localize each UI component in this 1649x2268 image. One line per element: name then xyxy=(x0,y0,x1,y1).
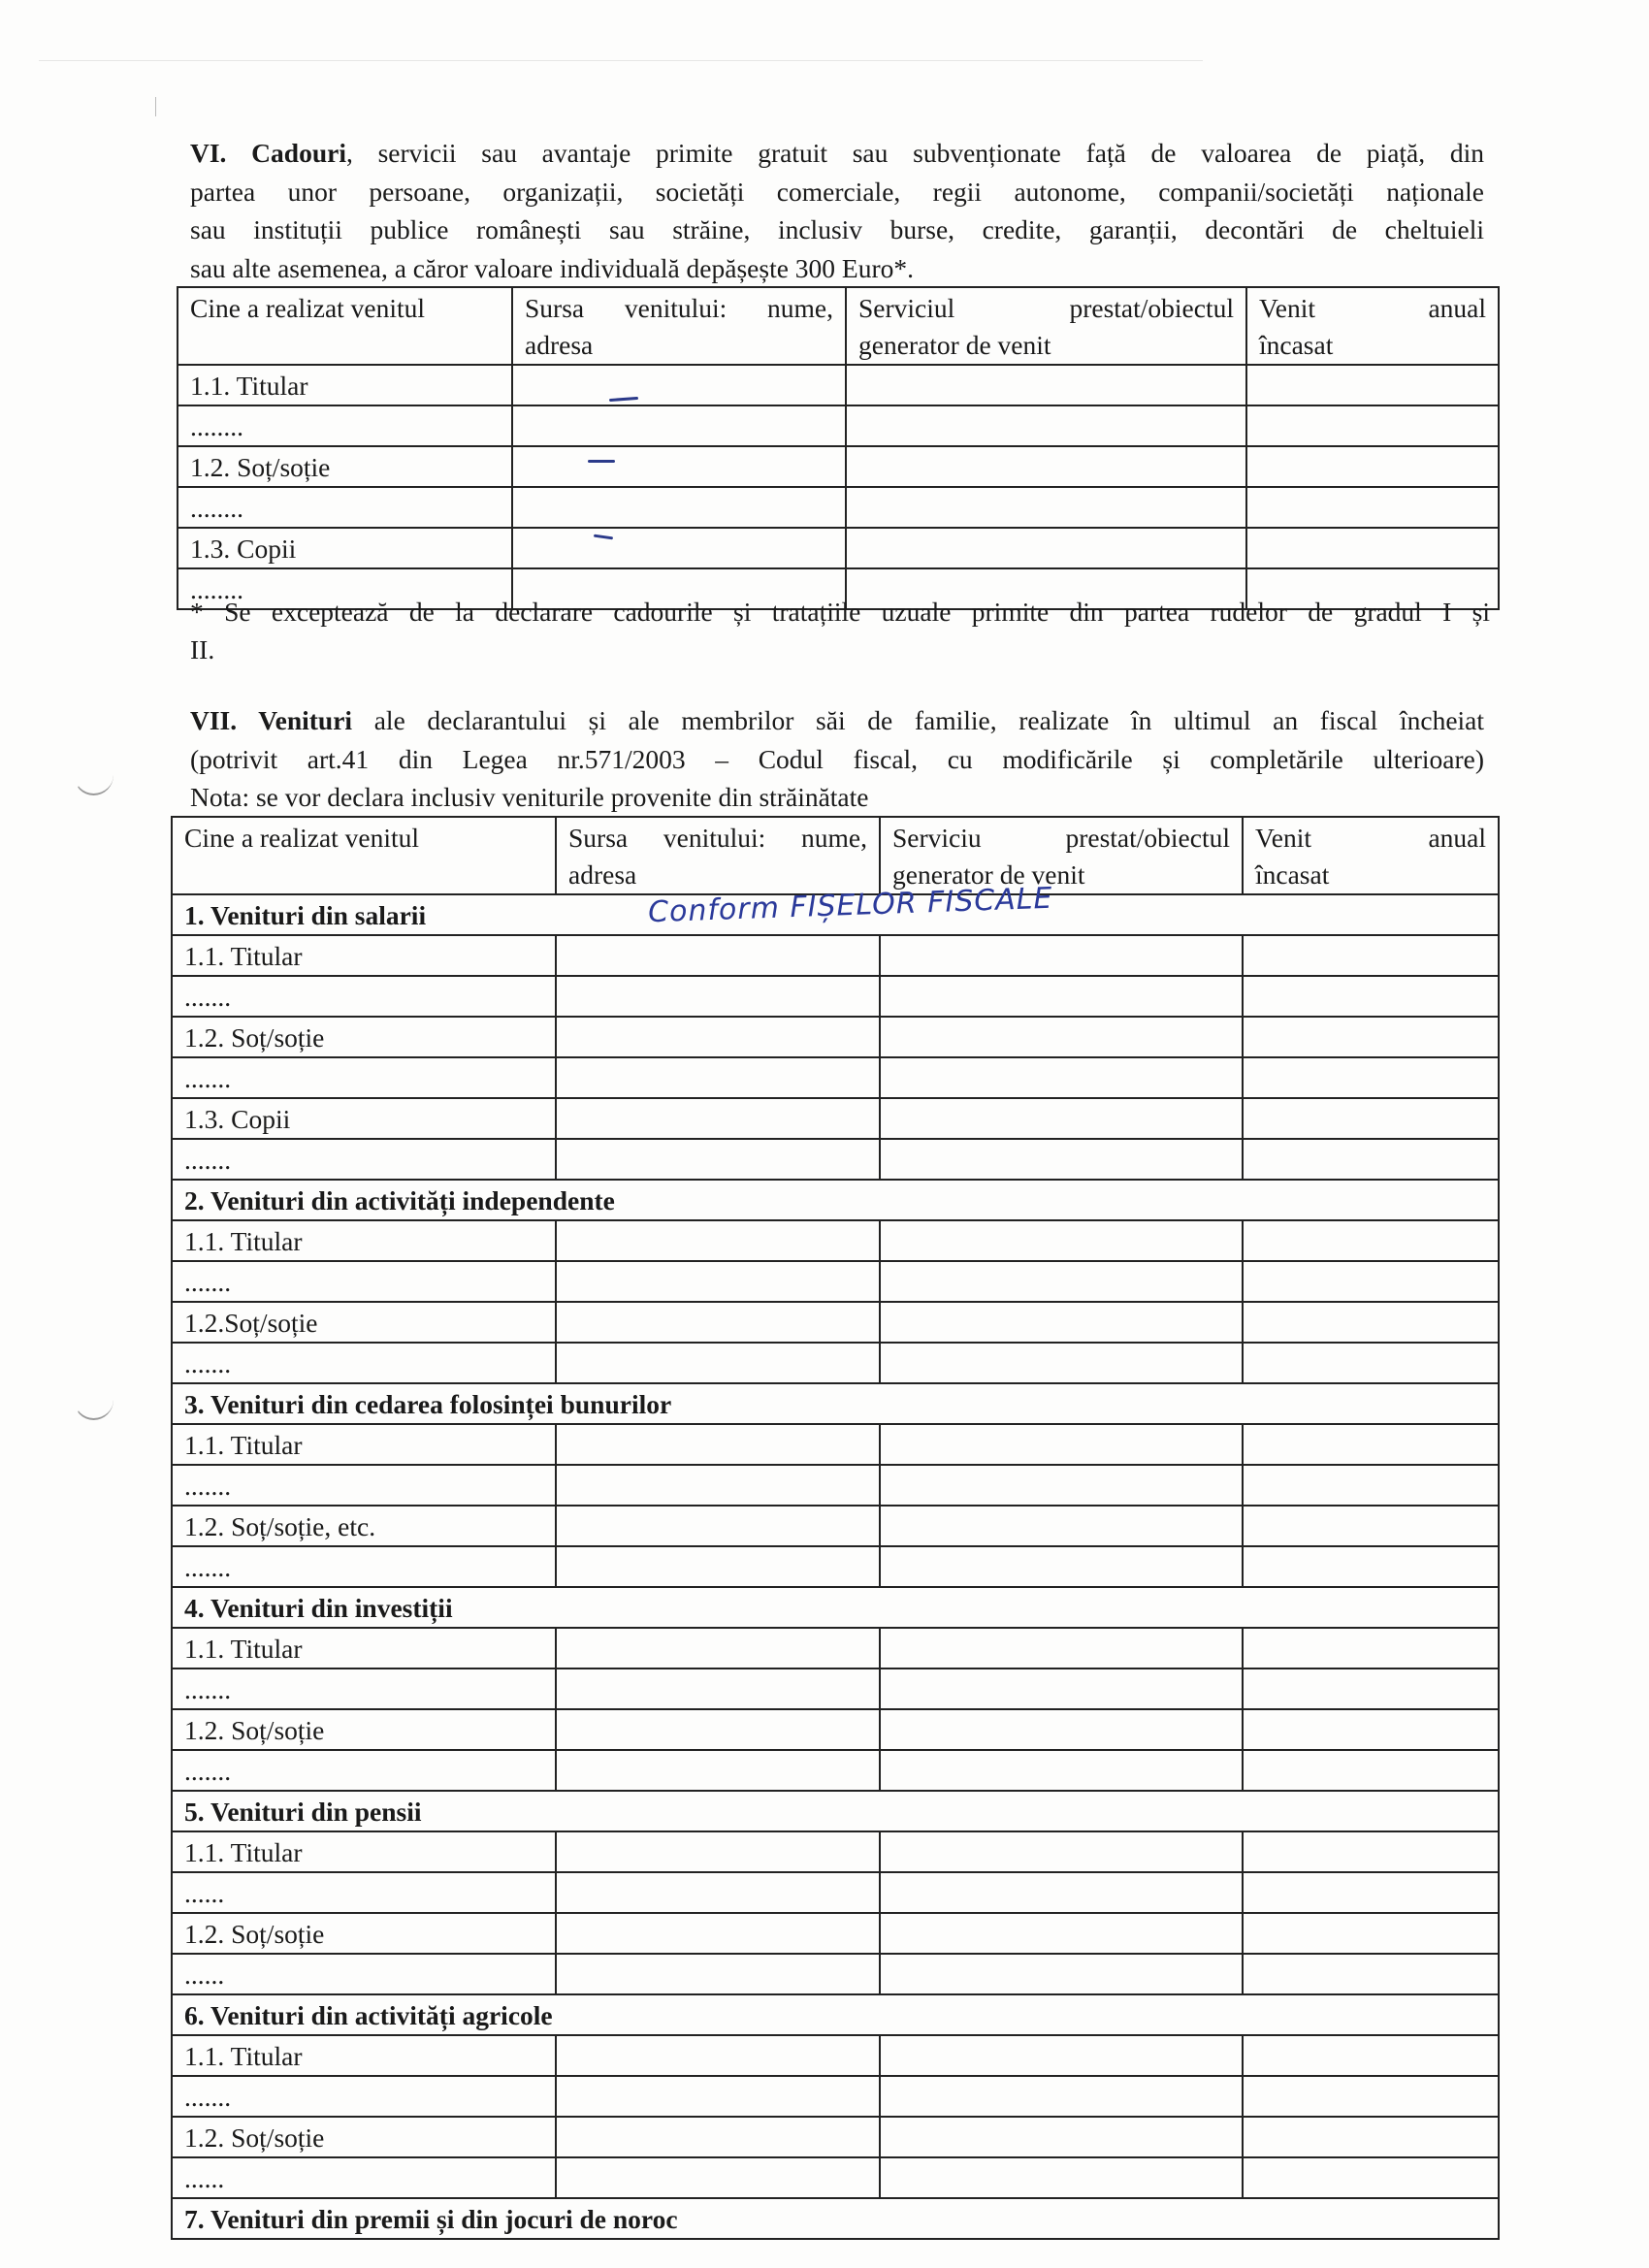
row-label: ...... xyxy=(172,1872,556,1913)
section6-intro-line: partea unor persoane, organizații, societăți comerciale, regii autonome, companii/societăți naționale xyxy=(190,176,1484,207)
section-row xyxy=(172,1791,1499,1831)
table-row xyxy=(178,365,1499,405)
row-label: 1.2. Soț/soție xyxy=(172,1017,556,1057)
empty-cell xyxy=(556,1017,880,1057)
row-label: 1.2.Soț/soție xyxy=(172,1302,556,1343)
section7-heading: VII. Venituri xyxy=(190,705,353,735)
empty-cell xyxy=(880,1669,1243,1709)
empty-cell xyxy=(880,1506,1243,1546)
empty-cell xyxy=(1243,976,1499,1017)
row-label: ........ xyxy=(178,405,512,446)
empty-cell xyxy=(880,1465,1243,1506)
empty-cell xyxy=(556,1139,880,1180)
empty-cell xyxy=(556,1343,880,1383)
table-row xyxy=(172,1220,1499,1261)
table-row xyxy=(172,1913,1499,1954)
section6-footnote xyxy=(190,593,1490,668)
empty-cell xyxy=(1243,1628,1499,1669)
empty-cell xyxy=(880,2076,1243,2117)
section6-intro-line: , servicii sau avantaje primite gratuit sau subvenționate față de valoarea de piață, din xyxy=(345,138,1485,168)
table-row xyxy=(172,2035,1499,2076)
empty-cell xyxy=(880,1831,1243,1872)
table-row xyxy=(172,1098,1499,1139)
empty-cell xyxy=(556,1057,880,1098)
empty-cell xyxy=(880,1057,1243,1098)
row-label: 1.1. Titular xyxy=(178,365,512,405)
empty-cell xyxy=(556,1465,880,1506)
empty-cell xyxy=(1243,1831,1499,1872)
row-label: 1.1. Titular xyxy=(172,1831,556,1872)
column-header: Venit anual încasat xyxy=(1246,287,1499,365)
column-header: Cine a realizat venitul xyxy=(178,287,512,365)
empty-cell xyxy=(880,1913,1243,1954)
column-header: Serviciul prestat/obiectul generator de venit xyxy=(846,287,1246,365)
table-row xyxy=(172,1261,1499,1302)
empty-cell xyxy=(880,1628,1243,1669)
table-row xyxy=(172,2157,1499,2198)
income-category-title: 6. Venituri din activități agricole xyxy=(172,1994,1499,2035)
empty-cell xyxy=(880,2157,1243,2198)
section-row xyxy=(172,1587,1499,1628)
empty-cell xyxy=(556,2035,880,2076)
empty-cell xyxy=(1243,1261,1499,1302)
empty-cell xyxy=(880,1220,1243,1261)
row-label: ...... xyxy=(172,1954,556,1994)
row-label: 1.1. Titular xyxy=(172,1424,556,1465)
empty-cell xyxy=(1243,1872,1499,1913)
empty-cell xyxy=(880,1872,1243,1913)
row-label: ........ xyxy=(178,568,512,609)
empty-cell xyxy=(880,1954,1243,1994)
row-label: ....... xyxy=(172,1139,556,1180)
table-row xyxy=(178,405,1499,446)
table-row xyxy=(172,1750,1499,1791)
row-label: ........ xyxy=(178,487,512,528)
income-table xyxy=(171,816,1500,2240)
income-category-title: 5. Venituri din pensii xyxy=(172,1791,1499,1831)
table-row xyxy=(172,1057,1499,1098)
empty-cell xyxy=(556,1546,880,1587)
empty-cell xyxy=(880,1261,1243,1302)
table-row xyxy=(172,2076,1499,2117)
row-label: 1.3. Copii xyxy=(172,1098,556,1139)
handwritten-dash xyxy=(588,460,615,463)
empty-cell xyxy=(1243,2076,1499,2117)
empty-cell xyxy=(1243,2035,1499,2076)
row-label: ....... xyxy=(172,1057,556,1098)
empty-cell xyxy=(880,1139,1243,1180)
row-label: ....... xyxy=(172,976,556,1017)
empty-cell xyxy=(556,1302,880,1343)
empty-cell xyxy=(1243,1506,1499,1546)
section7-intro-line: Nota: se vor declara inclusiv veniturile provenite din străinătate xyxy=(190,782,869,812)
table-row xyxy=(172,1424,1499,1465)
empty-cell xyxy=(1243,935,1499,976)
empty-cell xyxy=(880,2117,1243,2157)
empty-cell xyxy=(1243,1750,1499,1791)
punch-hole-lower xyxy=(74,1379,113,1420)
footnote-line: * Se exceptează de la declarare cadourile și tratațiile uzuale primite din partea rudelor de gradul I și xyxy=(190,597,1490,627)
empty-cell xyxy=(556,1424,880,1465)
empty-cell xyxy=(556,1628,880,1669)
row-label: 1.2. Soț/soție xyxy=(178,446,512,487)
income-category-title: 7. Venituri din premii și din jocuri de noroc xyxy=(172,2198,1499,2239)
empty-cell xyxy=(556,1872,880,1913)
table-row xyxy=(172,1017,1499,1057)
table-row xyxy=(172,1831,1499,1872)
table-header-row xyxy=(178,287,1499,365)
row-label: ....... xyxy=(172,1343,556,1383)
empty-cell xyxy=(1243,1302,1499,1343)
empty-cell xyxy=(556,935,880,976)
section-row xyxy=(172,2198,1499,2239)
table-row xyxy=(172,1139,1499,1180)
empty-cell xyxy=(1243,1139,1499,1180)
empty-cell xyxy=(1243,1098,1499,1139)
income-category-title: 2. Venituri din activități independente xyxy=(172,1180,1499,1220)
table-header-row xyxy=(172,817,1499,894)
column-header: Sursa venitului: nume, adresa xyxy=(556,817,880,894)
table-row xyxy=(172,1506,1499,1546)
empty-cell xyxy=(1243,1913,1499,1954)
empty-cell xyxy=(1243,1465,1499,1506)
empty-cell xyxy=(556,2117,880,2157)
empty-cell xyxy=(880,1302,1243,1343)
empty-cell xyxy=(1243,2157,1499,2198)
row-label: ....... xyxy=(172,1750,556,1791)
empty-cell xyxy=(880,935,1243,976)
punch-hole-upper xyxy=(74,755,113,795)
table-row xyxy=(172,935,1499,976)
table-row xyxy=(172,1343,1499,1383)
empty-cell xyxy=(880,1750,1243,1791)
empty-cell xyxy=(880,1343,1243,1383)
empty-cell xyxy=(1243,1954,1499,1994)
row-label: 1.2. Soț/soție, etc. xyxy=(172,1506,556,1546)
row-label: ....... xyxy=(172,1669,556,1709)
row-label: 1.1. Titular xyxy=(172,2035,556,2076)
empty-cell xyxy=(880,1709,1243,1750)
empty-cell xyxy=(1243,1017,1499,1057)
section6-intro xyxy=(190,134,1484,287)
handwritten-note: Conform FIȘELOR FISCALE xyxy=(647,881,1053,930)
table-row xyxy=(172,1872,1499,1913)
empty-cell xyxy=(880,976,1243,1017)
table-row xyxy=(172,2117,1499,2157)
table-row xyxy=(172,1465,1499,1506)
scan-mark-top xyxy=(39,60,1203,61)
empty-cell xyxy=(1243,1057,1499,1098)
row-label: 1.2. Soț/soție xyxy=(172,1913,556,1954)
empty-cell xyxy=(556,976,880,1017)
empty-cell xyxy=(1243,2117,1499,2157)
empty-cell xyxy=(1243,1424,1499,1465)
empty-cell xyxy=(556,1506,880,1546)
row-label: 1.3. Copii xyxy=(178,528,512,568)
table-row xyxy=(178,528,1499,568)
empty-cell xyxy=(1243,1546,1499,1587)
row-label: 1.1. Titular xyxy=(172,935,556,976)
scan-mark-left xyxy=(155,97,156,116)
section6-intro-line: sau alte asemenea, a căror valoare individuală depășește 300 Euro*. xyxy=(190,252,914,283)
row-label: ...... xyxy=(172,2157,556,2198)
empty-cell xyxy=(556,1954,880,1994)
empty-cell xyxy=(556,2076,880,2117)
table-row xyxy=(172,1954,1499,1994)
section7-intro xyxy=(190,701,1484,817)
empty-cell xyxy=(556,1261,880,1302)
gifts-table xyxy=(177,286,1500,610)
income-category-title: 3. Venituri din cedarea folosinței bunurilor xyxy=(172,1383,1499,1424)
empty-cell xyxy=(1243,1669,1499,1709)
row-label: 1.1. Titular xyxy=(172,1628,556,1669)
empty-cell xyxy=(880,2035,1243,2076)
column-header: Cine a realizat venitul xyxy=(172,817,556,894)
row-label: 1.1. Titular xyxy=(172,1220,556,1261)
empty-cell xyxy=(556,1669,880,1709)
empty-cell xyxy=(556,1750,880,1791)
table-row xyxy=(172,1302,1499,1343)
table-row xyxy=(172,1669,1499,1709)
section-row xyxy=(172,1383,1499,1424)
empty-cell xyxy=(556,2157,880,2198)
column-header: Venit anual încasat xyxy=(1243,817,1499,894)
empty-cell xyxy=(556,1831,880,1872)
table-row xyxy=(172,976,1499,1017)
empty-cell xyxy=(880,1546,1243,1587)
empty-cell xyxy=(880,1098,1243,1139)
section7-intro-line: ale declarantului și ale membrilor săi de familie, realizate în ultimul an fiscal încheiat xyxy=(352,705,1485,735)
empty-cell xyxy=(1243,1343,1499,1383)
section-row xyxy=(172,1994,1499,2035)
section6-heading: VI. Cadouri xyxy=(190,138,346,168)
column-header: Serviciu prestat/obiectul generator de venit xyxy=(880,817,1243,894)
income-category-title: 4. Venituri din investiții xyxy=(172,1587,1499,1628)
footnote-line: II. xyxy=(190,634,215,664)
empty-cell xyxy=(556,1913,880,1954)
column-header: Sursa venitului: nume, adresa xyxy=(512,287,846,365)
empty-cell xyxy=(556,1098,880,1139)
empty-cell xyxy=(1243,1709,1499,1750)
row-label: ....... xyxy=(172,1465,556,1506)
section-row xyxy=(172,1180,1499,1220)
row-label: 1.2. Soț/soție xyxy=(172,1709,556,1750)
table-row xyxy=(172,1628,1499,1669)
table-row xyxy=(178,446,1499,487)
table-row xyxy=(178,487,1499,528)
empty-cell xyxy=(1243,1220,1499,1261)
income-category-title: 1. Venituri din salarii xyxy=(172,894,1499,935)
empty-cell xyxy=(556,1709,880,1750)
row-label: ....... xyxy=(172,2076,556,2117)
row-label: ....... xyxy=(172,1261,556,1302)
table-row xyxy=(172,1709,1499,1750)
row-label: 1.2. Soț/soție xyxy=(172,2117,556,2157)
empty-cell xyxy=(880,1424,1243,1465)
section6-intro-line: sau instituții publice românești sau străine, inclusiv burse, credite, garanții, decontări de cheltuieli xyxy=(190,214,1484,244)
empty-cell xyxy=(880,1017,1243,1057)
row-label: ....... xyxy=(172,1546,556,1587)
empty-cell xyxy=(556,1220,880,1261)
section7-intro-line: (potrivit art.41 din Legea nr.571/2003 – Codul fiscal, cu modificările și completările ulterioare) xyxy=(190,743,1484,774)
table-row xyxy=(172,1546,1499,1587)
